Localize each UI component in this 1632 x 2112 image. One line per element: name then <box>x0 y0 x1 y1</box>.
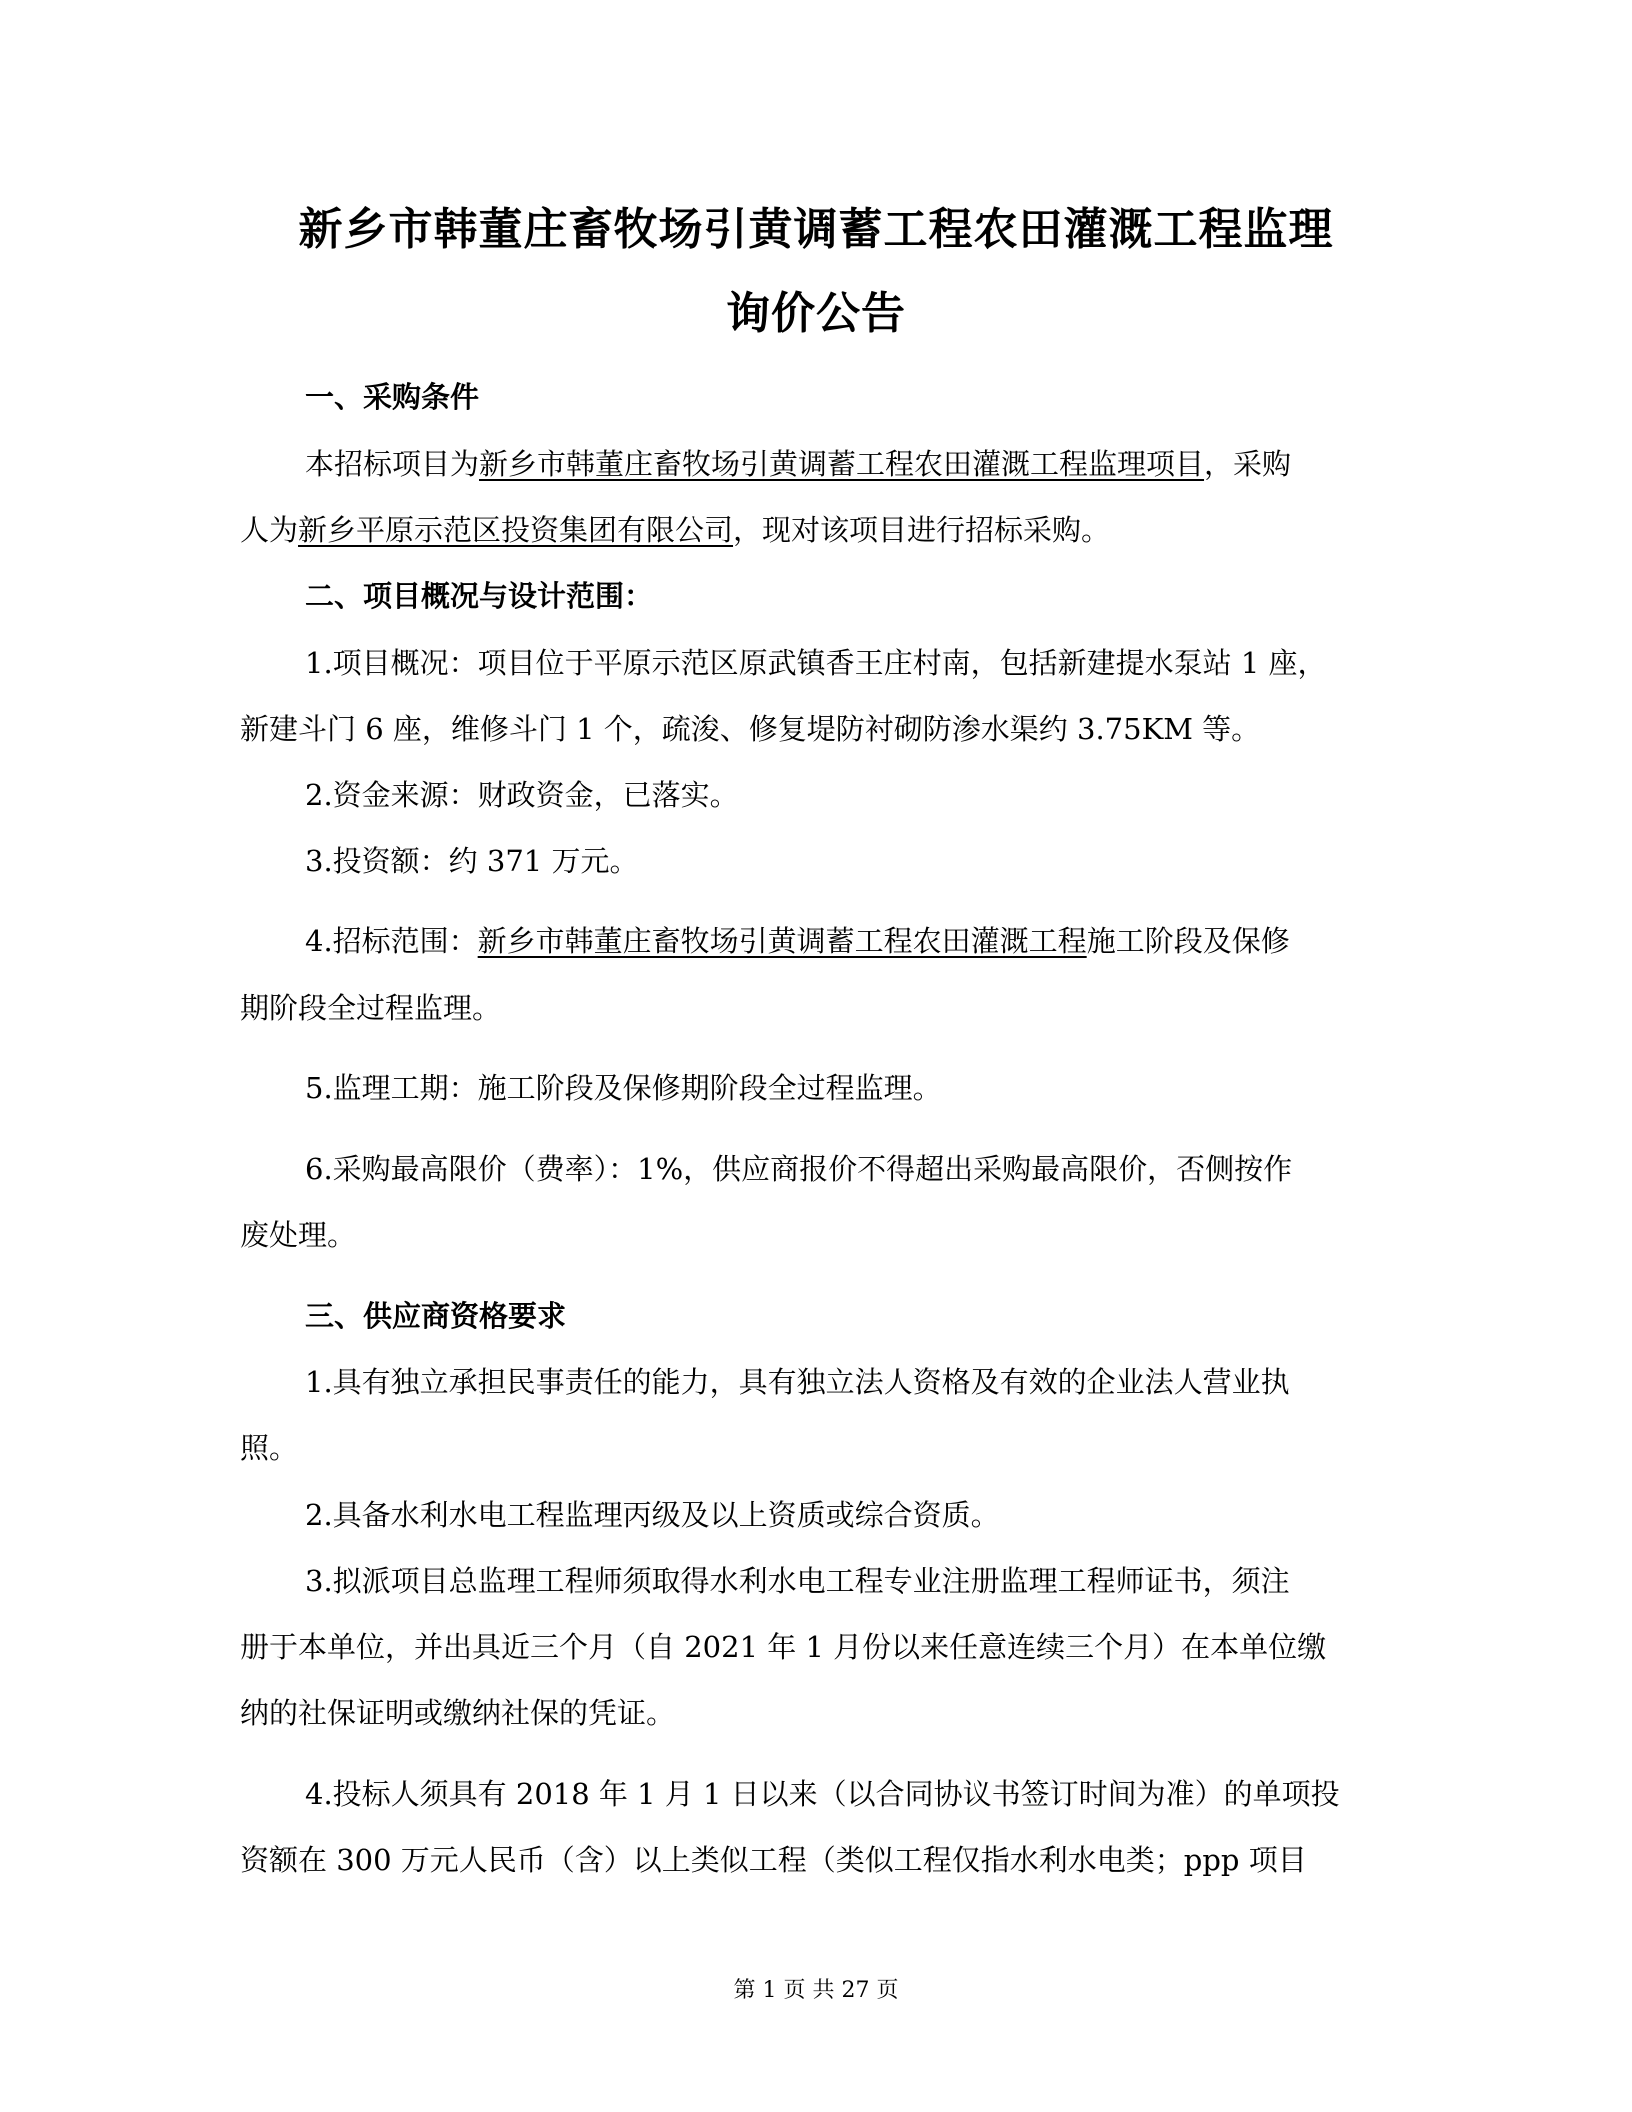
section3-item3-line2: 册于本单位，并出具近三个月（自 2021 年 1 月份以来任意连续三个月）在本单位缴 <box>240 1630 1327 1664</box>
text: ，现对该项目进行招标采购。 <box>733 513 1111 547</box>
section2-item6-line1: 6.采购最高限价（费率）：1%，供应商报价不得超出采购最高限价，否侧按作 <box>305 1152 1293 1186</box>
project-name: 新乡市韩董庄畜牧场引黄调蓄工程农田灌溉工程 <box>477 924 1087 958</box>
text: ，采购 <box>1204 447 1292 481</box>
section1-paragraph-line1 <box>305 444 1390 484</box>
section3-heading: 三、供应商资格要求 <box>305 1299 567 1333</box>
section3-item4-line1: 4.投标人须具有 2018 年 1 月 1 日以来（以合同协议书签订时间为准）的单项投 <box>305 1777 1340 1811</box>
section1-heading: 一、采购条件 <box>305 380 480 414</box>
section2-item2: 2.资金来源：财政资金，已落实。 <box>305 778 739 812</box>
section2-item3: 3.投资额：约 371 万元。 <box>305 844 639 878</box>
section2-item5: 5.监理工期：施工阶段及保修期阶段全过程监理。 <box>305 1071 942 1105</box>
section3-item2: 2.具备水利水电工程监理丙级及以上资质或综合资质。 <box>305 1498 1000 1532</box>
section2-item4-line2: 期阶段全过程监理。 <box>240 991 502 1025</box>
text: 本招标项目为 <box>305 447 480 481</box>
document-title-line1: 新乡市韩董庄畜牧场引黄调蓄工程农田灌溉工程监理 <box>298 204 1334 255</box>
text: 施工阶段及保修 <box>1086 924 1290 958</box>
section1-paragraph-line2 <box>240 510 1390 550</box>
buyer-name: 新乡平原示范区投资集团有限公司 <box>298 513 734 547</box>
section2-item1-line1: 1.项目概况：项目位于平原示范区原武镇香王庄村南，包括新建提水泵站 1 座， <box>305 646 1327 680</box>
section3-item4-line2: 资额在 300 万元人民币（含）以上类似工程（类似工程仅指水利水电类；ppp 项目 <box>240 1843 1307 1877</box>
section3-item1-line1: 1.具有独立承担民事责任的能力，具有独立法人资格及有效的企业法人营业执 <box>305 1365 1290 1399</box>
section3-item1-line2: 照。 <box>240 1431 299 1465</box>
section2-item4-line1 <box>305 921 1390 961</box>
section3-item3-line1: 3.拟派项目总监理工程师须取得水利水电工程专业注册监理工程师证书，须注 <box>305 1564 1290 1598</box>
section2-item6-line2: 废处理。 <box>240 1218 357 1252</box>
section2-heading: 二、项目概况与设计范围： <box>305 579 654 613</box>
section2-item1-line2: 新建斗门 6 座，维修斗门 1 个，疏浚、修复堤防衬砌防渗水渠约 3.75KM 等。 <box>240 712 1261 746</box>
project-name: 新乡市韩董庄畜牧场引黄调蓄工程农田灌溉工程监理项目 <box>479 447 1205 481</box>
section3-item3-line3: 纳的社保证明或缴纳社保的凭证。 <box>240 1696 676 1730</box>
document-title-line2: 询价公告 <box>726 288 906 339</box>
text: 人为 <box>240 513 299 547</box>
page-footer: 第 1 页 共 27 页 <box>733 1978 899 2003</box>
text: 4.招标范围： <box>305 924 478 958</box>
